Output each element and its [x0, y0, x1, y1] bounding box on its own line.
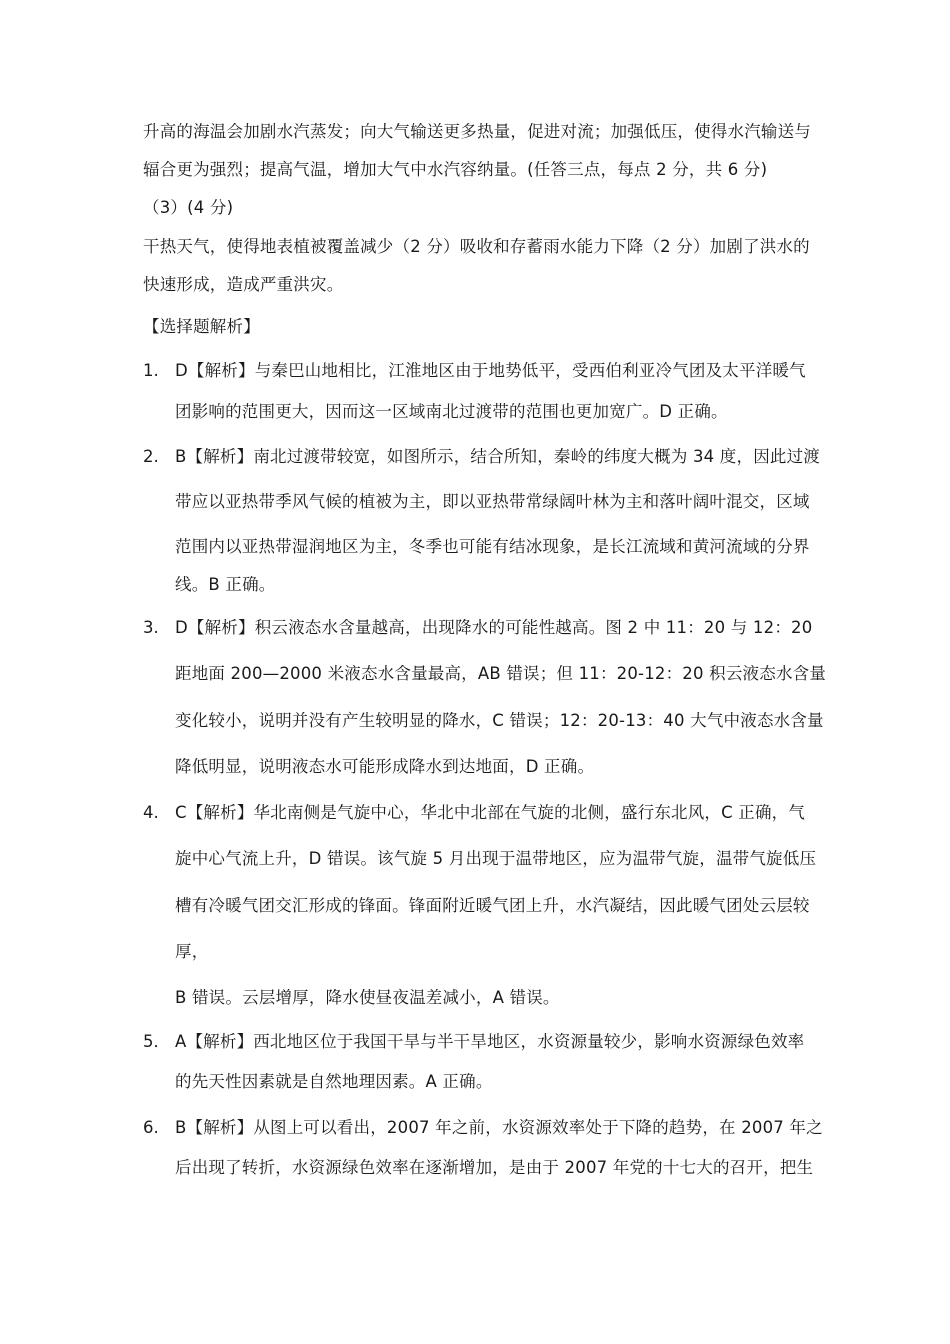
item-line: D【解析】积云液态水含量越高，出现降水的可能性越高。图 2 中 11：20 与 12：20: [175, 618, 813, 637]
answer-line: 干热天气，使得地表植被覆盖减少（2 分）吸收和存蓄雨水能力下降（2 分）加剧了洪水的: [143, 237, 810, 256]
item-line: 带应以亚热带季风气候的植被为主，即以亚热带常绿阔叶林为主和落叶阔叶混交，区域: [175, 492, 810, 511]
item-number: 4.: [143, 803, 159, 822]
section-heading: 【选择题解析】: [143, 317, 260, 336]
item-line: D【解析】与秦巴山地相比，江淮地区由于地势低平，受西伯利亚冷气团及太平洋暖气: [175, 361, 806, 380]
item-line: 旋中心气流上升，D 错误。该气旋 5 月出现于温带地区，应为温带气旋，温带气旋低压: [175, 849, 817, 868]
item-line: 距地面 200—2000 米液态水含量最高，AB 错误；但 11：20-12：20 积云液态水含量: [175, 664, 827, 683]
item-number: 5．: [143, 1032, 170, 1051]
item-number: 1.: [143, 361, 159, 380]
answer-line: 快速形成，造成严重洪灾。: [143, 275, 344, 294]
answer-line: 辐合更为强烈；提高气温，增加大气中水汽容纳量。(任答三点，每点 2 分，共 6 分): [143, 160, 768, 179]
item-line: A【解析】西北地区位于我国干旱与半干旱地区，水资源量较少，影响水资源绿色效率: [175, 1032, 805, 1051]
item-line: 厚，: [175, 942, 209, 961]
item-line: 的先天性因素就是自然地理因素。A 正确。: [175, 1072, 493, 1091]
item-number: 6.: [143, 1118, 159, 1137]
item-line: B【解析】从图上可以看出，2007 年之前，水资源效率处于下降的趋势，在 2007 年之: [175, 1118, 823, 1137]
item-line: 槽有冷暖气团交汇形成的锋面。锋面附近暖气团上升，水汽凝结，因此暖气团处云层较: [175, 896, 810, 915]
item-line: 范围内以亚热带湿润地区为主，冬季也可能有结冰现象，是长江流域和黄河流域的分界: [175, 537, 810, 556]
item-line: 后出现了转折，水资源绿色效率在逐渐增加，是由于 2007 年党的十七大的召开，把生: [175, 1158, 814, 1177]
item-line: B【解析】南北过渡带较宽，如图所示，结合所知，秦岭的纬度大概为 34 度，因此过渡: [175, 447, 821, 466]
answer-line: 升高的海温会加剧水汽蒸发；向大气输送更多热量，促进对流；加强低压，使得水汽输送与: [143, 122, 811, 141]
part-heading: （3）(4 分): [143, 198, 234, 217]
item-number: 3.: [143, 618, 159, 637]
item-line: 线。B 正确。: [175, 575, 276, 594]
item-line: 团影响的范围更大，因而这一区域南北过渡带的范围也更加宽广。D 正确。: [175, 402, 728, 421]
item-number: 2.: [143, 447, 159, 466]
item-line: B 错误。云层增厚，降水使昼夜温差减小，A 错误。: [175, 988, 560, 1007]
item-line: 降低明显，说明液态水可能形成降水到达地面，D 正确。: [175, 757, 595, 776]
item-line: C【解析】华北南侧是气旋中心，华北中北部在气旋的北侧，盛行东北风，C 正确，气: [175, 803, 806, 822]
item-line: 变化较小，说明并没有产生较明显的降水，C 错误；12：20-13：40 大气中液态水含量: [175, 711, 824, 730]
